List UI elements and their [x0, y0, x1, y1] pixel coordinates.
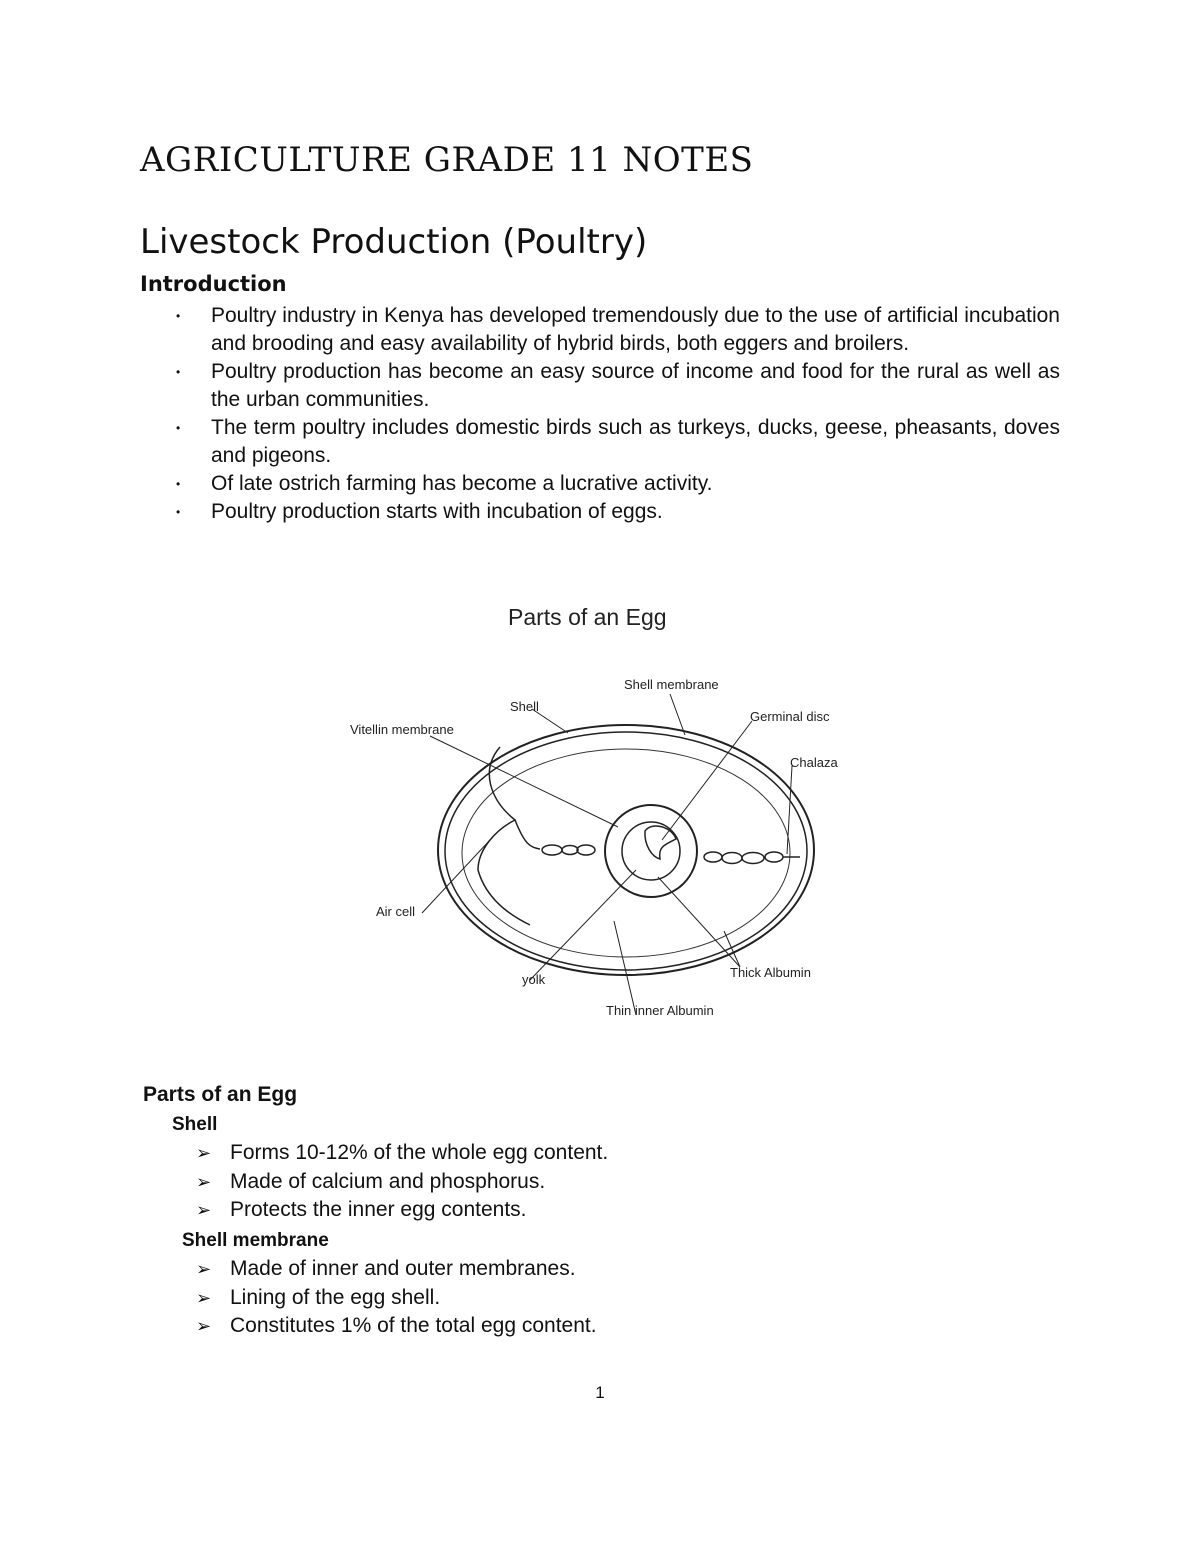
shell-membrane-section — [182, 1227, 597, 1341]
fact-text: Constitutes 1% of the total egg content. — [230, 1314, 597, 1337]
parts-of-egg-heading: Parts of an Egg — [143, 1083, 298, 1106]
bullet-text: Poultry production has become an easy source of income and food for the rural as well as the urban communities. — [211, 360, 1060, 411]
list-item — [170, 358, 1060, 414]
label-thin-inner-albumin: Thin inner Albumin — [606, 1003, 714, 1018]
bullet-icon: • — [176, 309, 181, 323]
arrow-bullet-icon: ➢ — [196, 1200, 212, 1220]
fact-text: Protects the inner egg contents. — [230, 1198, 527, 1221]
fact-text: Made of inner and outer membranes. — [230, 1257, 576, 1280]
chalaza-bead — [542, 845, 562, 855]
leader-line-chalaza — [787, 766, 792, 854]
chalaza-bead — [704, 852, 722, 862]
label-shell-membrane: Shell membrane — [624, 677, 719, 692]
shell-membrane-outline — [445, 732, 807, 970]
chalaza-bead — [577, 845, 595, 855]
label-shell: Shell — [510, 699, 539, 714]
bullet-icon: • — [176, 505, 181, 519]
egg-diagram — [340, 595, 860, 1035]
fact-text: Made of calcium and phosphorus. — [230, 1169, 546, 1193]
list-item — [196, 1284, 597, 1313]
shell-membrane-section-title: Shell membrane — [182, 1230, 329, 1251]
label-thick-albumin: Thick Albumin — [730, 965, 811, 980]
arrow-bullet-icon: ➢ — [196, 1316, 212, 1336]
arrow-bullet-icon: ➢ — [196, 1171, 212, 1192]
label-air-cell: Air cell — [376, 904, 416, 919]
leader-line-vitellin-membrane — [430, 736, 618, 827]
thick-albumin-outline — [462, 749, 790, 957]
bullet-icon: • — [176, 421, 181, 435]
list-item — [170, 414, 1060, 470]
shell-facts-list — [196, 1139, 608, 1225]
diagram-title: Parts of an Egg — [508, 604, 667, 630]
page-number: 1 — [595, 1383, 605, 1402]
leader-line-thin-albumin — [614, 921, 636, 1015]
yolk-outer-circle — [605, 805, 697, 897]
bullet-icon: • — [176, 477, 181, 491]
bullet-text: Poultry production starts with incubation of eggs. — [211, 500, 663, 523]
label-chalaza: Chalaza — [790, 755, 838, 770]
list-item — [196, 1312, 597, 1341]
section-heading: Livestock Production (Poultry) — [140, 222, 648, 262]
egg-shell-outline — [438, 725, 814, 975]
chalaza-left-line — [515, 820, 540, 849]
leader-line-yolk — [530, 870, 636, 980]
list-item — [170, 302, 1060, 358]
label-yolk: yolk — [522, 972, 546, 987]
list-item — [170, 498, 1060, 526]
chalaza-bead — [562, 846, 578, 855]
chalaza-bead — [722, 853, 742, 864]
list-item — [196, 1196, 608, 1225]
shell-section-title: Shell — [172, 1114, 218, 1135]
bullet-text: Poultry industry in Kenya has developed tremendously due to the use of artificial incubation and brooding and easy availability of hybrid birds, both eggers and broilers. — [211, 304, 1060, 355]
list-item — [196, 1168, 608, 1197]
bullet-text: The term poultry includes domestic birds such as turkeys, ducks, geese, pheasants, doves and pigeons. — [211, 416, 1060, 467]
list-item — [170, 470, 1060, 498]
chalaza-bead — [765, 852, 783, 862]
list-item — [196, 1139, 608, 1168]
leader-line-thick-albumin-outer — [724, 931, 740, 967]
leader-line-germinal-disc — [662, 721, 752, 840]
fact-text: Forms 10-12% of the whole egg content. — [230, 1141, 609, 1164]
arrow-bullet-icon: ➢ — [196, 1143, 212, 1163]
arrow-bullet-icon: ➢ — [196, 1259, 212, 1279]
chalaza-bead — [742, 853, 764, 864]
arrow-bullet-icon: ➢ — [196, 1287, 212, 1308]
shell-membrane-facts-list — [196, 1255, 597, 1341]
introduction-heading: Introduction — [140, 272, 287, 296]
document-title: AGRICULTURE GRADE 11 NOTES — [140, 140, 754, 180]
yolk-inner-circle — [622, 822, 680, 880]
introduction-bullet-list — [170, 302, 1060, 526]
list-item — [196, 1255, 597, 1284]
bullet-icon: • — [176, 365, 181, 379]
fact-text: Lining of the egg shell. — [230, 1285, 441, 1309]
shell-section — [172, 1111, 608, 1225]
germinal-disc-shape — [645, 826, 676, 859]
bullet-text: Of late ostrich farming has become a lucrative activity. — [211, 472, 713, 495]
label-germinal-disc: Germinal disc — [750, 709, 830, 724]
label-vitellin-membrane: Vitellin membrane — [350, 722, 454, 737]
